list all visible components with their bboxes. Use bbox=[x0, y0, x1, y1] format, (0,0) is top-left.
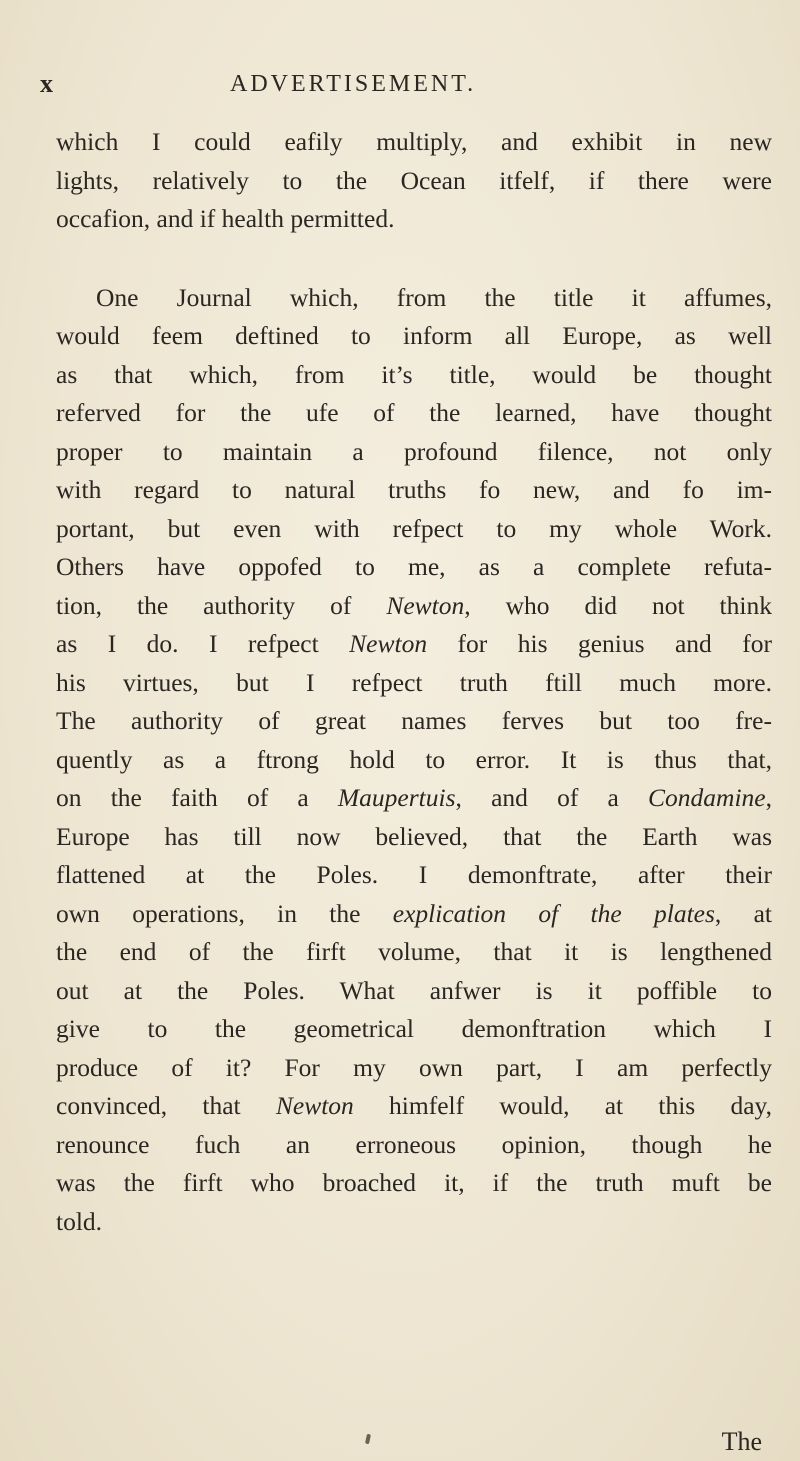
text-line: renounce fuch an erroneous opinion, though he bbox=[56, 1129, 772, 1159]
text-line: Others have oppofed to me, as a complete refuta- bbox=[56, 552, 772, 581]
text-line: which I could eafily multiply, and exhibit in new bbox=[56, 127, 772, 156]
page-header bbox=[0, 64, 800, 104]
text-line bbox=[56, 625, 772, 664]
paragraph-2 bbox=[56, 279, 772, 1242]
page-footer bbox=[0, 1424, 800, 1460]
text-line: was the firft who broached it, if the truth muft be bbox=[56, 1168, 772, 1197]
page-number: x bbox=[40, 69, 54, 98]
text-run: for his genius and for bbox=[427, 629, 773, 658]
proper-name: Newton bbox=[349, 629, 428, 658]
text-line: lights, relatively to the Ocean itfelf, if there were bbox=[56, 165, 772, 195]
paragraph-1 bbox=[56, 123, 772, 239]
text-line: the end of the firft volume, that it is lengthened bbox=[56, 937, 772, 966]
proper-name: Newton bbox=[386, 590, 465, 620]
text-line: One Journal which, from the title it affumes, bbox=[96, 282, 772, 312]
proper-name: Newton bbox=[275, 1091, 354, 1120]
text-line: proper to maintain a profound filence, not only bbox=[56, 436, 772, 466]
text-line: referved for the ufe of the learned, have thought bbox=[56, 398, 772, 427]
catchword: The bbox=[721, 1427, 762, 1456]
text-line bbox=[56, 587, 772, 626]
ink-speck bbox=[365, 1434, 371, 1445]
text-run: on the faith of a bbox=[56, 783, 338, 812]
text-line bbox=[56, 779, 772, 818]
text-line: occafion, and if health permitted. bbox=[56, 204, 395, 233]
text-line: The authority of great names ferves but too fre- bbox=[56, 706, 772, 735]
proper-name: Condamine bbox=[648, 783, 766, 812]
text-run: , who did not think bbox=[464, 590, 772, 620]
text-run: , at bbox=[714, 898, 772, 928]
text-run: himfelf would, at this day, bbox=[353, 1091, 772, 1120]
text-run: as I do. I refpect bbox=[56, 629, 350, 658]
text-run: , and of a bbox=[455, 783, 649, 812]
text-line bbox=[56, 895, 772, 934]
text-line: as that which, from it’s title, would be thought bbox=[56, 359, 772, 389]
proper-name: Maupertuis bbox=[337, 783, 456, 812]
text-run: convinced, that bbox=[56, 1091, 276, 1120]
text-line: flattened at the Poles. I demonftrate, after their bbox=[56, 860, 772, 889]
work-title: explication of the plates bbox=[392, 898, 715, 928]
text-line: told. bbox=[56, 1206, 103, 1236]
text-run: tion, the authority of bbox=[56, 590, 387, 620]
text-line: his virtues, but I refpect truth ftill much more. bbox=[56, 667, 772, 697]
text-line: would feem deftined to inform all Europe, as well bbox=[56, 321, 772, 350]
paragraph-gap bbox=[56, 239, 772, 279]
text-line: produce of it? For my own part, I am perfectly bbox=[56, 1052, 772, 1082]
text-line: out at the Poles. What anfwer is it poffible to bbox=[56, 975, 772, 1005]
text-run: own operations, in the bbox=[56, 898, 393, 928]
text-line: Europe has till now believed, that the Earth was bbox=[56, 821, 772, 851]
body-text bbox=[56, 123, 772, 1241]
text-line: give to the geometrical demonftration which I bbox=[56, 1014, 772, 1043]
text-line bbox=[56, 1087, 772, 1126]
text-line: quently as a ftrong hold to error. It is thus that, bbox=[56, 744, 772, 774]
running-head: ADVERTISEMENT. bbox=[230, 71, 477, 97]
text-line: with regard to natural truths fo new, and fo im- bbox=[56, 475, 772, 504]
text-run: , bbox=[765, 783, 772, 812]
text-line: portant, but even with refpect to my whole Work. bbox=[56, 513, 772, 543]
